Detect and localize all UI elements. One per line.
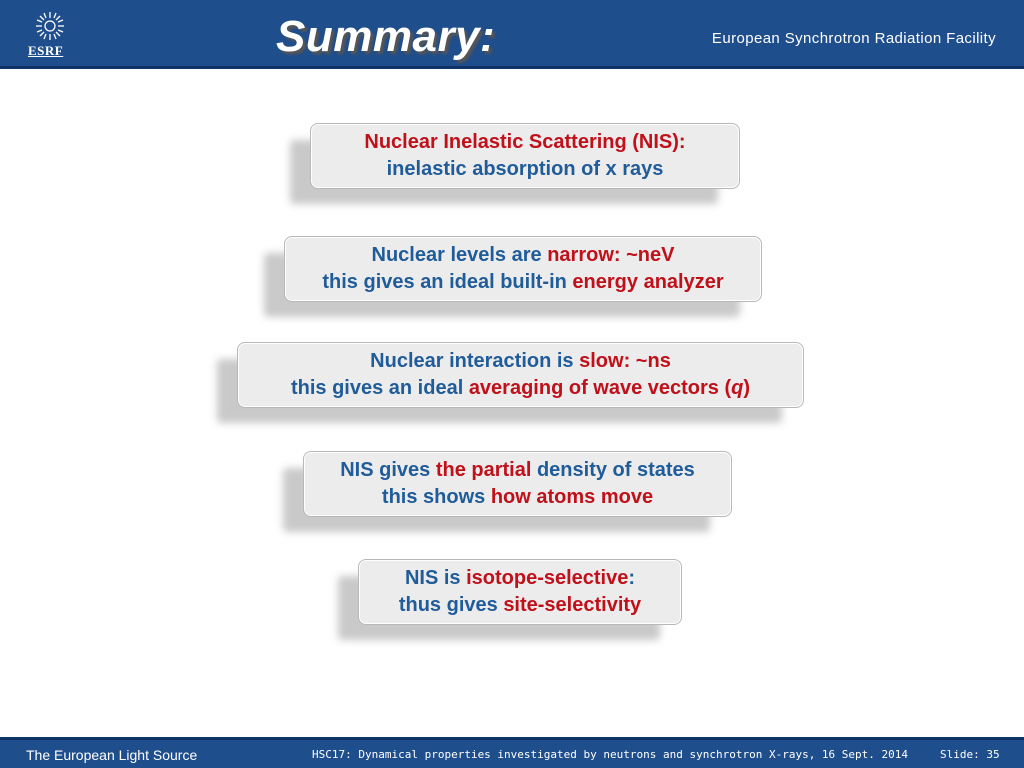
box-text: Nuclear Inelastic Scattering (NIS): [364, 131, 686, 153]
box-text: site-selectivity [503, 594, 642, 616]
footer-bar [0, 737, 1024, 768]
logo-text: ESRF [28, 43, 64, 58]
box-text: inelastic absorption of x rays [386, 158, 664, 180]
box-text: NIS gives [340, 459, 436, 481]
slide-number: Slide: 35 [940, 748, 1000, 761]
box-line [304, 457, 731, 484]
box-line [311, 129, 739, 156]
box-text: energy analyzer [572, 271, 724, 293]
box-line [238, 348, 803, 375]
box-line [285, 269, 761, 296]
box-text: how atoms move [490, 486, 654, 508]
box-line [311, 156, 739, 183]
box-line [285, 242, 761, 269]
box-text: narrow: ~neV [547, 244, 675, 266]
footer-conference: HSC17: Dynamical properties investigated by neutrons and synchrotron X-rays, 16 Sept. 2014 [312, 748, 909, 761]
summary-box-5 [358, 559, 682, 625]
box-text: slow: ~ns [579, 350, 671, 372]
box-line [359, 592, 681, 619]
box-text: : [628, 567, 636, 589]
summary-box-4 [303, 451, 732, 517]
box-text: Nuclear levels are [371, 244, 548, 266]
box-text: ) [743, 377, 751, 399]
box-text: this shows [381, 486, 491, 508]
box-text: thus gives [398, 594, 504, 616]
box-text: density of states [536, 459, 695, 481]
header-bar [0, 0, 1024, 69]
box-text: the partial [435, 459, 537, 481]
summary-box-2 [284, 236, 762, 302]
box-line [304, 484, 731, 511]
box-text: averaging of wave vectors ( [468, 377, 732, 399]
box-line [359, 565, 681, 592]
summary-box-1 [310, 123, 740, 189]
box-text: isotope-selective [466, 567, 629, 589]
footer-tagline: The European Light Source [26, 747, 198, 763]
box-text: q [731, 377, 744, 399]
organization-name: European Synchrotron Radiation Facility [711, 30, 996, 47]
box-text: NIS is [404, 567, 467, 589]
box-text: this gives an ideal [290, 377, 469, 399]
box-text: this gives an ideal built-in [322, 271, 573, 293]
box-line [238, 375, 803, 402]
slide-title: Summary: [276, 12, 496, 61]
summary-box-3 [237, 342, 804, 408]
box-text: Nuclear interaction is [370, 350, 580, 372]
